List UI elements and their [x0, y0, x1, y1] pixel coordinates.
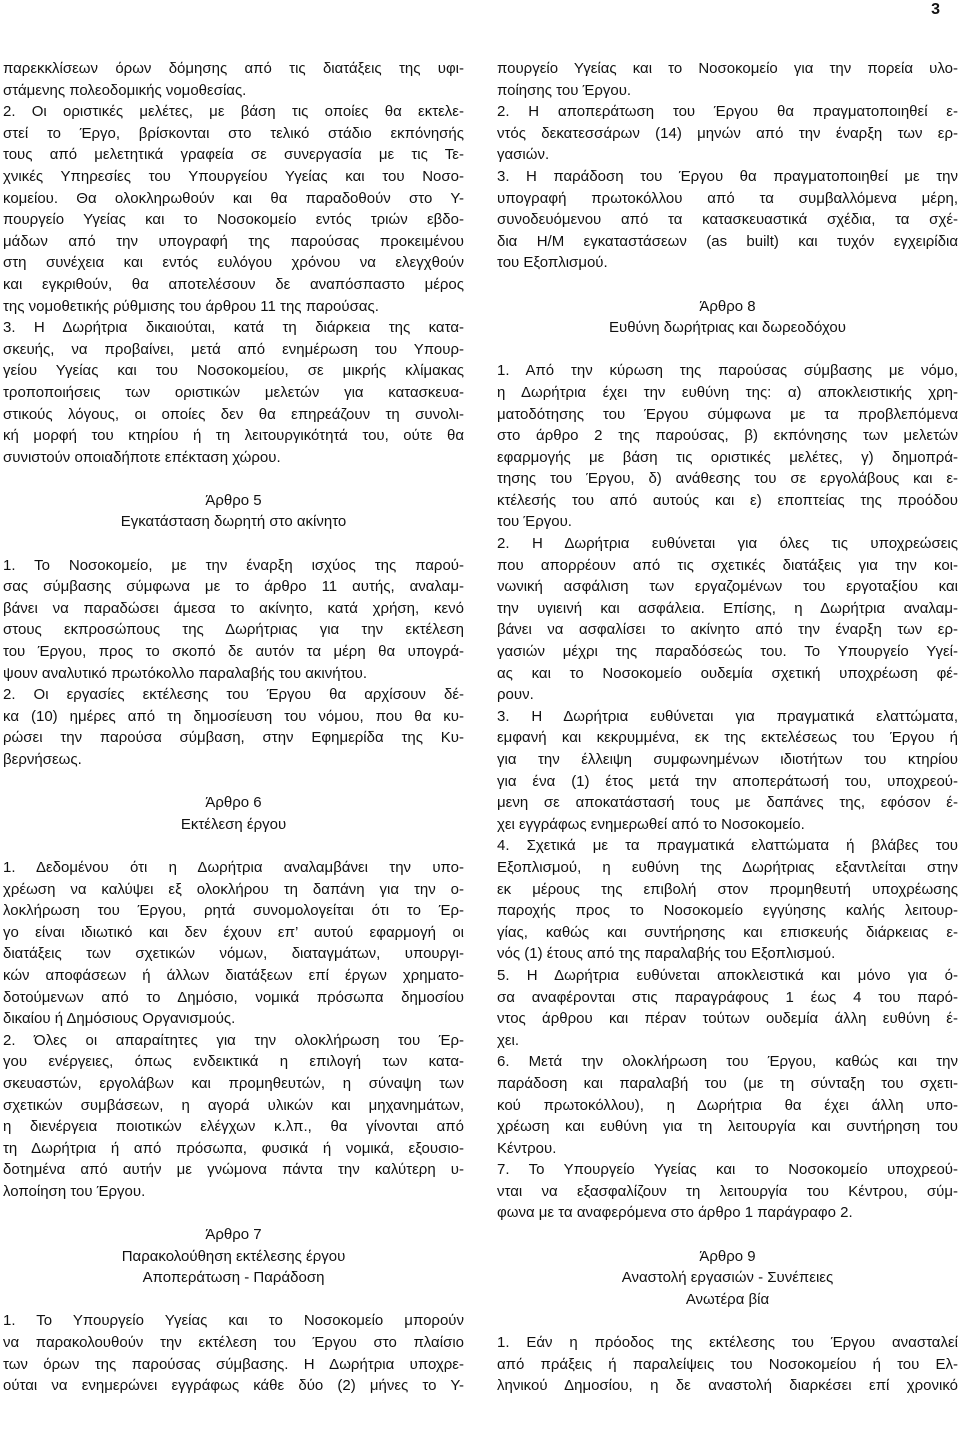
paragraph-gap — [3, 1289, 464, 1311]
text-line: στεί το Έργο, βρίσκονται στο τελικό στάδιο εκπόνησής — [3, 124, 464, 142]
article-heading-line: Άρθρο 5 — [205, 491, 262, 509]
paragraph-gap — [497, 1310, 958, 1332]
text-line: της νομοθετικής ρύθμισης του άρθρου 11 της παρούσας. — [3, 297, 379, 315]
text-line: χει. — [497, 1031, 520, 1049]
text-line: 1. Από την κύρωση της παρούσας σύμβασης με νόμο, — [497, 362, 958, 380]
paragraph-gap — [3, 533, 464, 555]
right-column — [497, 58, 958, 1397]
text-line: 2. Η αποπεράτωση του Έργου θα πραγματοποιηθεί ε- — [497, 103, 958, 121]
text-line: κομείου. Θα ολοκληρωθούν και θα παραδοθούν στο Υ- — [3, 189, 464, 207]
text-line: να παρακολουθούν την εκτέλεση του Έργου στο πλαίσιο — [3, 1334, 464, 1352]
text-line: ας και το Νοσοκομείο ουδεμία σχετική υποχρέωση φέ- — [497, 664, 958, 682]
text-line: την υγιεινή και ασφάλεια. Επίσης, η Δωρήτρια αναλαμ- — [497, 599, 958, 617]
text-line: ληνικού Δημοσίου, η δε αναστολή διαρκέσει επί χρονικό — [497, 1377, 958, 1395]
text-line: σκευαστών, εργολάβων και προμηθευτών, η σύναψη των — [3, 1074, 464, 1092]
text-line: ντός δεκατεσσάρων (14) μηνών από την έναρξη των ερ- — [497, 124, 958, 142]
article-heading-line: Αναστολή εργασιών - Συνέπειες — [621, 1269, 834, 1287]
text-line: σκευής, να προβαίνει, μετά από ενημέρωση του Υπουρ- — [3, 340, 464, 358]
text-line: συνιστούν οποιαδήποτε επέκταση χώρου. — [3, 448, 281, 466]
text-line: για ένα (1) έτος μετά την αποπεράτωσή του, υποχρεού- — [497, 772, 958, 790]
text-line: δια Η/Μ εγκαταστάσεων (as built) και τυχόν εγχειρίδια — [497, 232, 958, 250]
text-line: ψουν αναλυτικό πρωτόκολλο παραλαβής του ακινήτου. — [3, 664, 368, 682]
paragraph-gap — [497, 1224, 958, 1246]
article-heading-line: Εγκατάσταση δωρητή στο ακίνητο — [120, 513, 347, 531]
article-heading-line: Άρθρο 8 — [699, 297, 756, 315]
text-line: ντος άρθρου και πέραν τούτων ουδεμία άλλη ευθύνη έ- — [497, 1010, 958, 1028]
text-line: από πράξεις ή παραλείψεις του Νοσοκομείου ή του Ελ- — [497, 1355, 958, 1373]
text-line: ματοδότησης του Έργου σύμφωνα με τα προβλεπόμενα — [497, 405, 958, 423]
text-line: συνοδευόμενου από τα κατασκευαστικά σχέδια, τα σχέ- — [497, 211, 958, 229]
text-line: ούται να ενημερώνει εγγράφως κάθε δύο (2) μήνες το Υ- — [3, 1377, 464, 1395]
paragraph-gap — [3, 1202, 464, 1224]
text-line: 1. Δεδομένου ότι η Δωρήτρια αναλαμβάνει την υπο- — [3, 858, 464, 876]
text-line: βάνει να ασφαλίσει το ακίνητο από την έναρξη των ερ- — [497, 621, 958, 639]
text-line: διατάξεις των σχετικών νόμων, διαταγμάτων, υπουργι- — [3, 945, 464, 963]
text-line: η Δωρήτρια έχει την ευθύνη της: α) αποκλειστικής χρη- — [497, 383, 958, 401]
text-line: χρέωση και ευθύνη για τη λειτουργία και συντήρηση του — [497, 1118, 958, 1136]
article-heading-line: Εκτέλεση έργου — [180, 815, 287, 833]
text-line: 7. Το Υπουργείο Υγείας και το Νοσοκομείο υποχρεού- — [497, 1161, 958, 1179]
text-line: στους εκπροσώπους της Δωρήτριας για την εκτέλεση — [3, 621, 464, 639]
text-line: 5. Η Δωρήτρια ευθύνεται αποκλειστικά και μόνο για ό- — [497, 966, 958, 984]
text-line: σα αναφέρονται στις παραγράφους 1 έως 4 του παρό- — [497, 988, 958, 1006]
page-number: 3 — [931, 1, 940, 18]
text-line: και εγκριθούν, θα αποτελέσουν δε αναπόσπαστο μέρος — [3, 275, 464, 293]
text-line: παράδοση και παραλαβή του (με τη σύνταξη του σχετι- — [497, 1074, 958, 1092]
text-line: τησης του Έργου, δ) ανάθεσης του σε εργολάβους και ε- — [497, 470, 958, 488]
text-line: σας σύμβασης σύμφωνα με το άρθρο 11 αυτής, αναλαμ- — [3, 578, 464, 596]
text-line: κτέλεσής του από αυτούς και ε) εποπτείας της προόδου — [497, 491, 958, 509]
article-heading-line: Παρακολούθηση εκτέλεσης έργου — [121, 1247, 346, 1265]
text-line: χνικές Υπηρεσίες του Υπουργείου Υγείας και του Νοσο- — [3, 167, 464, 185]
article-heading-line: Άρθρο 6 — [205, 794, 262, 812]
text-line: χρέωση να καλύψει εξ ολοκλήρου τη δαπάνη για την ο- — [3, 880, 464, 898]
text-line: εκ μέρους της επιβολή στον προμηθευτή υποχρέωσης — [497, 880, 958, 898]
text-line: νται να εξασφαλίζουν τη λειτουργία του Κέντρου, σύμ- — [497, 1182, 958, 1200]
text-line: γο είναι ιδιωτικό και δεν έχουν επ’ αυτού εφαρμογή οι — [3, 923, 464, 941]
paragraph-gap — [3, 468, 464, 490]
text-line: γου ενέργειες, όπως ενδεικτικά η επιλογή των κατα- — [3, 1053, 464, 1071]
text-line: που απορρέουν από τις σχετικές διατάξεις για την κοι- — [497, 556, 958, 574]
text-line: κή μορφή του κτηρίου ή τη λειτουργικότητά του, ούτε θα — [3, 427, 464, 445]
text-line: 6. Μετά την ολοκλήρωση του Έργου, καθώς και την — [497, 1053, 958, 1071]
paragraph-gap — [3, 771, 464, 793]
text-line: για την έλλειψη συμφωνημένων ιδιοτήτων του κτηρίου — [497, 751, 958, 768]
article-heading-line: Ευθύνη δωρήτριας και δωρεοδόχου — [609, 319, 846, 337]
article-heading-line: Άρθρο 9 — [699, 1247, 756, 1265]
text-line: βάνει να παραδώσει άμεσα το ακίνητο, κατά χρήση, κενό — [3, 599, 464, 617]
text-line: υπογραφή πρωτοκόλλου από τα συμβαλλόμενα μέρη, — [497, 189, 958, 207]
text-line: κα (10) ημέρες από τη δημοσίευση του νόμου, που θα κυ- — [3, 707, 464, 725]
text-line: παρεκκλίσεων όρων δόμησης από τις διατάξεις της υφι- — [3, 60, 464, 77]
text-line: κού πρωτοκόλλου), η Δωρήτρια θα έχει άλλη υπο- — [497, 1096, 958, 1114]
text-line: μάδων από την υπογραφή της παρούσας προκειμένου — [3, 232, 464, 250]
article-heading-line: Ανωτέρα βία — [685, 1290, 770, 1308]
text-line: δικαίου ή Δημόσιους Οργανισμούς. — [3, 1010, 236, 1028]
text-line: ρώσει την παρούσα σύμβαση, στην Εφημερίδα της Κυ- — [3, 729, 464, 747]
text-line: η διενέργεια ποιοτικών ελέγχων κ.λπ., θα γίνονται από — [3, 1118, 464, 1136]
text-line: τροποποιήσεις των οριστικών μελετών για κατασκευα- — [3, 383, 464, 401]
text-line: πουργείο Υγείας και το Νοσοκομείο για την πορεία υλο- — [497, 60, 958, 77]
text-line: σχετικών συμβάσεων, η αγορά υλικών και μηχανημάτων, — [3, 1096, 464, 1114]
text-line: 3. Η Δωρήτρια δικαιούται, κατά τη διάρκεια της κατα- — [3, 319, 464, 337]
text-line: μενη σε αποκατάστασή τους με δαπάνες της, εφόσον έ- — [497, 794, 958, 812]
text-line: δοτούμενων από το Δημόσιο, νομικά πρόσωπα δημοσίου — [3, 988, 464, 1006]
article-heading-line: Άρθρο 7 — [205, 1226, 262, 1244]
text-line: κών αποφάσεων ή άλλων διατάξεων επί έργων χρηματο- — [3, 966, 464, 984]
paragraph-gap — [497, 274, 958, 296]
text-line: δοτημένα από αυτήν με γνώμονα πάντα την καλύτερη υ- — [3, 1161, 464, 1179]
text-line: γασιών. — [497, 146, 550, 164]
text-line: των όρων της παρούσας σύμβασης. Η Δωρήτρια υποχρε- — [3, 1355, 464, 1373]
text-line: 2. Οι οριστικές μελέτες, με βάση τις οποίες θα εκτελε- — [3, 103, 464, 121]
text-line: 4. Σχετικά με τα πραγματικά ελαττώματα ή βλάβες του — [497, 837, 958, 855]
text-line: στάμενης πολεοδομικής νομοθεσίας. — [3, 81, 247, 99]
text-line: τη Δωρήτρια ή από πρόσωπα, φυσικά ή νομικά, εξουσιο- — [3, 1139, 464, 1157]
text-line: παροχής προς το Νοσοκομείο εγγύησης καλής λειτουρ- — [497, 902, 958, 920]
text-line: Κέντρου. — [497, 1139, 557, 1157]
text-line: φωνα με τα αναφερόμενα στο άρθρο 1 παράγραφο 2. — [497, 1204, 853, 1222]
text-line: βερνήσεως. — [3, 751, 82, 768]
text-line: στο άρθρο 2 της παρούσας, β) εκπόνησης των μελετών — [497, 427, 958, 445]
text-line: ποίησης του Έργου. — [497, 81, 632, 99]
text-line: τους από μελετητικά γραφεία σε συνεργασία με τις Τε- — [3, 146, 464, 164]
paragraph-gap — [497, 339, 958, 361]
text-line: γασιών μέχρι της παραδόσεώς του. Το Υπουργείο Υγεί- — [497, 643, 958, 661]
text-line: 3. Η παράδοση του Έργου θα πραγματοποιηθεί με την — [497, 167, 958, 185]
text-line: γείου Υγείας και του Νοσοκομείου, σε μικρής κλίμακας — [3, 362, 464, 380]
text-line: του Έργου, προς το σκοπό δε αυτόν τα μέρη θα υπογρά- — [3, 643, 464, 661]
article-heading-line: Αποπεράτωση - Παράδοση — [142, 1269, 325, 1287]
text-line: 2. Οι εργασίες εκτέλεσης του Έργου θα αρχίσουν δέ- — [3, 686, 464, 704]
text-line: νός (1) έτους από της παραλαβής του Εξοπλισμού. — [497, 945, 836, 963]
text-line: λοκλήρωση του Έργου, ρητά συνομολογείται ότι το Έρ- — [3, 902, 464, 920]
text-line: 1. Το Υπουργείο Υγείας και το Νοσοκομείο μπορούν — [3, 1312, 464, 1330]
left-column — [3, 58, 464, 1397]
text-line: 1. Το Νοσοκομείο, με την έναρξη ισχύος της παρού- — [3, 556, 464, 574]
paragraph-gap — [3, 835, 464, 857]
text-line: στικούς λόγους, οι οποίες δεν θα επηρεάζουν τη συνολι- — [3, 405, 464, 423]
text-line: ρουν. — [497, 686, 534, 704]
text-line: εφαρμογής με βάση τις οριστικές μελέτες, γ) δημοπρά- — [497, 448, 958, 466]
text-line: στη συνέχεια και εντός ευλόγου χρόνου να ελεγχθούν — [3, 254, 464, 272]
text-line: 3. Η Δωρήτρια ευθύνεται για πραγματικά ελαττώματα, — [497, 707, 958, 725]
text-line: 2. Η Δωρήτρια ευθύνεται για όλες τις υποχρεώσεις — [497, 535, 958, 553]
text-line: 2. Όλες οι απαραίτητες για την ολοκλήρωση του Έρ- — [3, 1031, 464, 1049]
text-line: λοποίηση του Έργου. — [3, 1182, 146, 1200]
text-line: νωνική ασφάλιση των εργαζομένων του εργοταξίου και — [497, 578, 958, 596]
text-line: εμφανή και κεκρυμμένα, εκ της εκτελέσεως του Έργου ή — [497, 729, 958, 747]
text-line: του Εξοπλισμού. — [497, 254, 608, 272]
text-line: Εξοπλισμού, η ευθύνη της Δωρήτριας εξαντλείται στην — [497, 858, 958, 876]
text-line: γίας, καθώς και συντήρησης και επισκευής διάρκειας ε- — [497, 923, 958, 941]
text-line: του Έργου. — [497, 513, 572, 531]
text-line: 1. Εάν η πρόοδος της εκτέλεσης του Έργου ανασταλεί — [497, 1334, 958, 1352]
text-line: χει εγγράφως ενημερωθεί από το Νοσοκομείο. — [497, 815, 805, 833]
text-line: πουργείο Υγείας και το Νοσοκομείο εντός τριών εβδο- — [3, 211, 464, 229]
